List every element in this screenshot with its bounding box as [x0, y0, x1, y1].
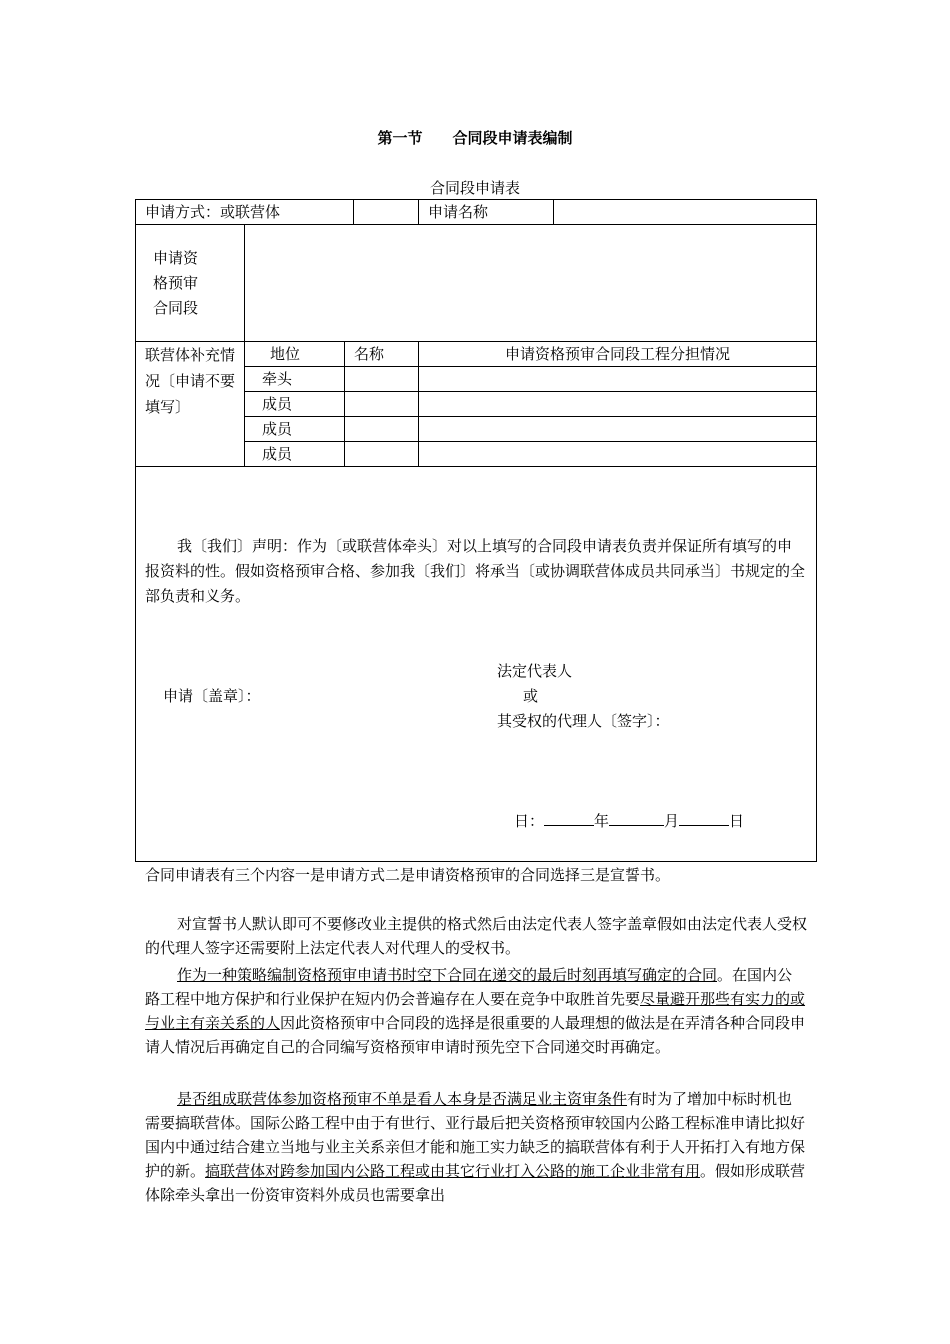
year-label: 年	[594, 812, 610, 830]
date-prefix: 日：	[514, 812, 545, 830]
underlined-text: 搞联营体对跨参加国内公路工程或由其它行业打入公路的施工企业非常有用	[205, 1162, 701, 1180]
member-work-field[interactable]	[419, 367, 817, 392]
month-label: 月	[664, 812, 680, 830]
target-section-field[interactable]	[245, 225, 817, 342]
day-label: 日	[729, 812, 745, 830]
member-position: 牵头	[245, 367, 345, 392]
consortium-label: 联营体补充情况〔申请不要填写〕	[136, 342, 245, 467]
date-line	[514, 809, 744, 833]
application-form-table	[135, 199, 817, 862]
col-header-name: 名称	[345, 342, 419, 367]
underlined-text: 是否组成联营体参加资格预审不单是看人本身是否满足业主资审条件	[177, 1090, 628, 1108]
or-label: 或	[523, 687, 539, 705]
member-name-field[interactable]	[345, 417, 419, 442]
body-paragraph-3	[145, 963, 807, 1059]
section-heading: 合同段申请表编制	[452, 129, 573, 147]
legal-rep-label: 法定代表人	[497, 662, 573, 680]
member-work-field[interactable]	[419, 392, 817, 417]
declaration-text: 我〔我们〕声明：作为〔或联营体牵头〕对以上填写的合同段申请表负责并保证所有填写的申报资料的性。假如资格预审合格、参加我〔我们〕将承当〔或协调联营体成员共同承当〕书规定的全部负责和义务。	[145, 537, 806, 605]
member-position: 成员	[245, 442, 345, 467]
body-paragraph-2: 对宣誓书人默认即可不要修改业主提供的格式然后由法定代表人签字盖章假如由法定代表人受权的代理人签字还需要附上法定代表人对代理人的受权书。	[145, 915, 808, 957]
paragraph-text: 。在国内公路工程中地方保护和行业保护在短内仍会普遍存在人要在竞争中取胜首先要	[145, 966, 793, 1008]
member-name-field[interactable]	[345, 442, 419, 467]
col-header-position: 地位	[245, 342, 345, 367]
section-number: 第一节	[377, 129, 423, 147]
legal-representative-block	[497, 659, 670, 734]
underlined-text: 尽量避开那些有实力的或与业主有亲关系的人	[145, 990, 806, 1032]
apply-name-field[interactable]	[554, 200, 817, 225]
target-label-line: 合同段	[153, 298, 199, 317]
apply-method-field[interactable]	[354, 200, 419, 225]
declaration-cell	[136, 467, 817, 862]
table-caption: 合同段申请表	[429, 179, 520, 197]
member-name-field[interactable]	[345, 367, 419, 392]
body-paragraph-1: 合同申请表有三个内容一是申请方式二是申请资格预审的合同选择三是宣誓书。	[145, 866, 671, 884]
page-title	[0, 127, 950, 148]
year-blank[interactable]	[544, 814, 594, 826]
member-position: 成员	[245, 417, 345, 442]
member-work-field[interactable]	[419, 417, 817, 442]
paragraph-text: 有时为了增加中标时机也需要搞联营体。国际公路工程中由于有世行、亚行最后把关资格预审较国内公路工程标准申请比拟好国内中通过结合建立当地与业主关系亲但才能和施工实力缺乏的搞联营体有利于人开拓打入有地方保护的新。	[145, 1090, 806, 1180]
apply-method-label: 申请方式：或联营体	[136, 200, 354, 225]
paragraph-text: 。假如形成联营体除牵头拿出一份资审资料外成员也需要拿出	[145, 1162, 806, 1204]
member-work-field[interactable]	[419, 442, 817, 467]
apply-name-label: 申请名称	[419, 200, 554, 225]
paragraph-text: 因此资格预审中合同段的选择是很重要的人最理想的做法是在弄清各种合同段申请人情况后再确定自己的合同编写资格预审申请时预先空下合同递交时再确定。	[145, 1014, 806, 1056]
member-name-field[interactable]	[345, 392, 419, 417]
month-blank[interactable]	[609, 814, 664, 826]
col-header-work: 申请资格预审合同段工程分担情况	[419, 342, 817, 367]
day-blank[interactable]	[679, 814, 729, 826]
target-label-line: 格预审	[153, 273, 199, 292]
target-section-label	[136, 225, 245, 342]
member-position: 成员	[245, 392, 345, 417]
body-paragraph-4	[145, 1087, 807, 1207]
agent-sign-label: 其受权的代理人〔签字〕：	[497, 712, 670, 730]
target-label-line: 申请资	[153, 248, 199, 267]
applicant-seal-label: 申请〔盖章〕：	[163, 687, 261, 705]
underlined-text: 作为一种策略编制资格预审申请书时空下合同在递交的最后时刻再填写确定的合同	[177, 966, 718, 984]
